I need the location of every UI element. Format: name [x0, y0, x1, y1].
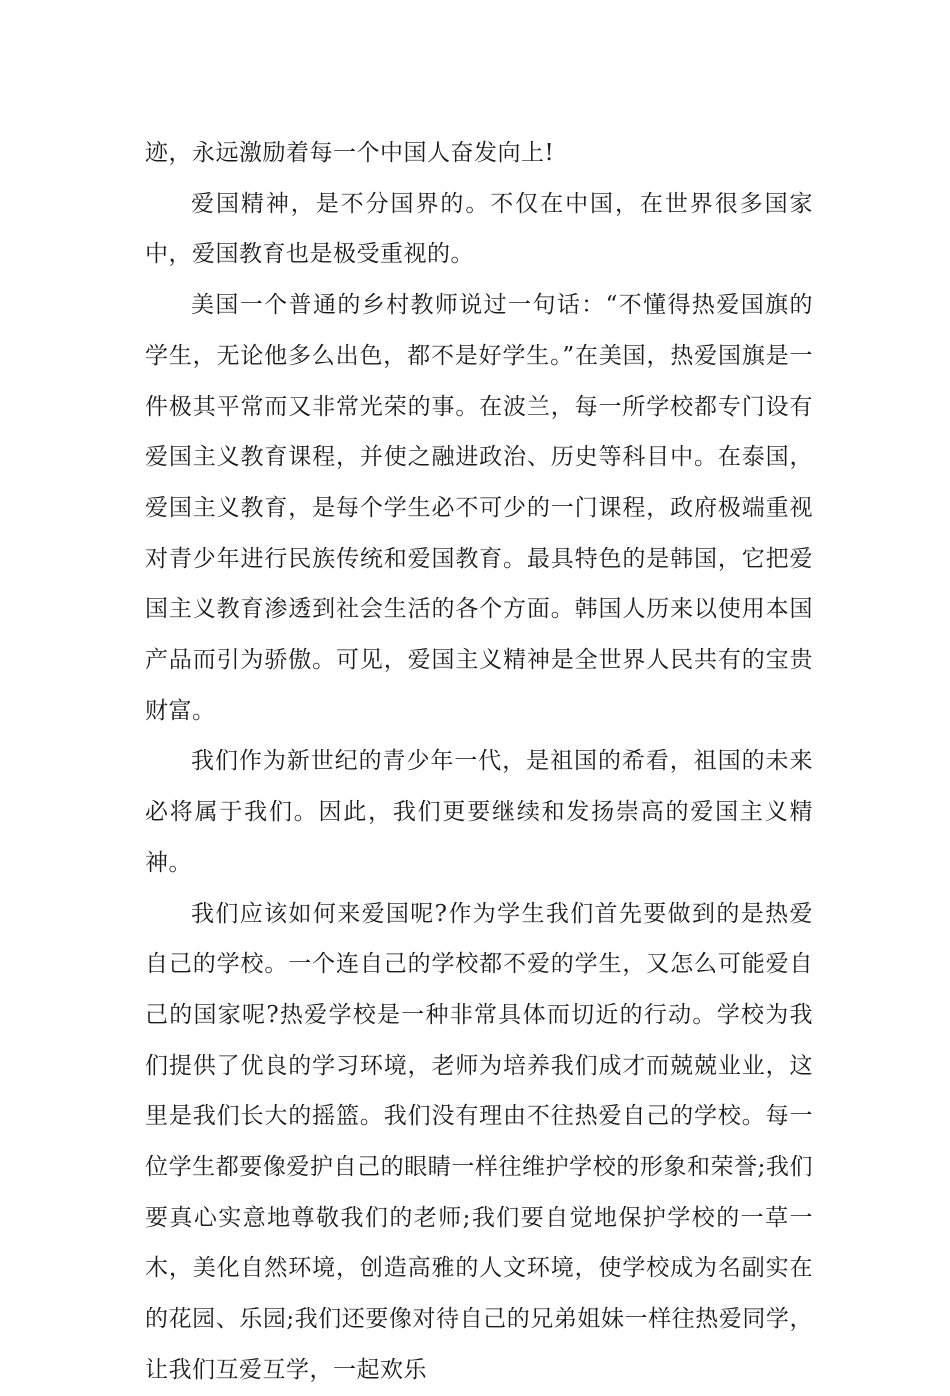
- document-body: [145, 128, 813, 1396]
- paragraph-world-examples: 美国一个普通的乡村教师说过一句话：“不懂得热爱国旗的学生，无论他多么出色，都不是好学生。”在美国，热爱国旗是一件极其平常而又非常光荣的事。在波兰，每一所学校都专门设有爱国主义教育课程，并使之融进政治、历史等科目中。在泰国，爱国主义教育，是每个学生必不可少的一门课程，政府极端重视对青少年进行民族传统和爱国教育。最具特色的是韩国，它把爱国主义教育渗透到社会生活的各个方面。韩国人历来以使用本国产品而引为骄傲。可见，爱国主义精神是全世界人民共有的宝贵财富。: [145, 292, 813, 724]
- paragraph-new-generation: 我们作为新世纪的青少年一代，是祖国的希看，祖国的未来必将属于我们。因此，我们更要继续和发扬崇高的爱国主义精神。: [145, 748, 813, 876]
- paragraph-continuation: 迹，永远激励着每一个中国人奋发向上!: [145, 140, 555, 166]
- paragraph-love-school: 我们应该如何来爱国呢?作为学生我们首先要做到的是热爱自己的学校。一个连自己的学校都不爱的学生，又怎么可能爱自己的国家呢?热爱学校是一种非常具体而切近的行动。学校为我们提供了优良的学习环境，老师为培养我们成才而兢兢业业，这里是我们长大的摇篮。我们没有理由不往热爱自己的学校。每一位学生都要像爱护自己的眼睛一样往维护学校的形象和荣誉;我们要真心实意地尊敬我们的老师;我们要自觉地保护学校的一草一木，美化自然环境，创造高雅的人文环境，使学校成为名副实在的花园、乐园;我们还要像对待自己的兄弟姐妹一样往热爱同学，让我们互爱互学，一起欢乐: [145, 900, 813, 1383]
- paragraph-patriotism-no-borders: 爱国精神，是不分国界的。不仅在中国，在世界很多国家中，爱国教育也是极受重视的。: [145, 190, 813, 268]
